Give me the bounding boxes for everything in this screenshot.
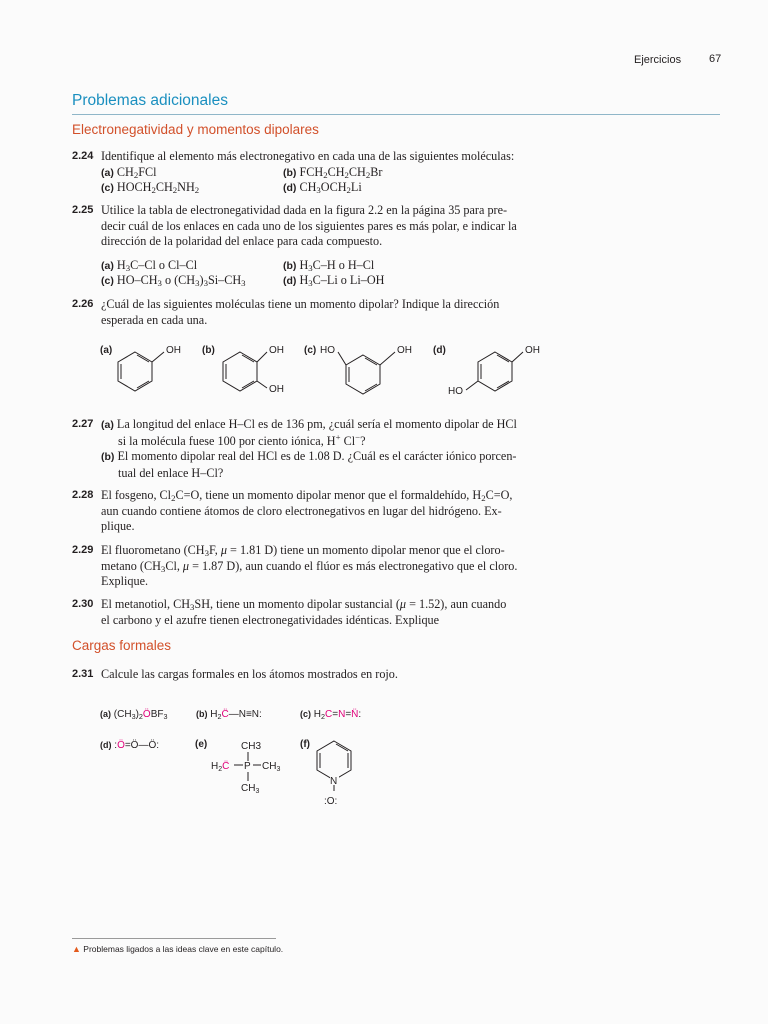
structure-f bbox=[298, 733, 368, 813]
catechol-structure bbox=[223, 352, 267, 391]
page-number: 67 bbox=[709, 53, 722, 65]
option-label-a: (a) bbox=[100, 345, 113, 356]
section-heading-electronegativity: Electronegatividad y momentos dipolares bbox=[72, 122, 319, 137]
oh-label: OH bbox=[269, 345, 284, 356]
problem-part-b: (b) El momento dipolar real del HCl es de 1.08 D. ¿Cuál es el carácter iónico porcen- bbox=[101, 449, 517, 463]
phenol-structure bbox=[118, 352, 164, 391]
problem-text-line: ¿Cuál de las siguientes moléculas tiene un momento dipolar? Indique la dirección bbox=[101, 297, 500, 311]
ho-label: HO bbox=[448, 386, 463, 397]
problem-text-line: Utilice la tabla de electronegatividad dada en la figura 2.2 en la página 35 para pre- bbox=[101, 203, 508, 217]
footnote-divider bbox=[72, 938, 276, 939]
problem-text: Identifique al elemento más electronegativo en cada una de las siguientes moléculas: bbox=[101, 149, 515, 163]
answer-row: (c) $HO-CH_3$ o $(CH_3)_3Si-CH_3$ (d) $H_3C-Li$ o Li–OH bbox=[101, 273, 385, 289]
oh-label: OH bbox=[166, 345, 181, 356]
problem-text-line: esperada en cada una. bbox=[101, 312, 208, 327]
problem-number: 2.26 bbox=[72, 298, 94, 310]
problem-2-29: 2.29 El fluorometano ($CH_3F$, μ = 1.81 D) tiene un momento dipolar menor que el cloro- metano ($CH_3Cl$, μ = 1.87 D), aun cuando el flúor es más electronegativo que el cloro. Explique. bbox=[72, 543, 518, 588]
page-title: Problemas adicionales bbox=[72, 92, 228, 109]
problem-number: 2.25 bbox=[72, 204, 94, 216]
resorcinol-structure bbox=[338, 352, 395, 394]
answer-row: (a) $H_3C-Cl$ o Cl–Cl (b) $H_3C-H$ o H–Cl bbox=[101, 257, 375, 273]
structure-d: (d) :Ö=Ö—Ö: bbox=[100, 740, 160, 751]
svg-text:CH3: $CH_3$ bbox=[262, 761, 281, 773]
option-label-c: (c) bbox=[304, 345, 317, 356]
problem-2-31 bbox=[72, 667, 722, 683]
option-label-b: (b) bbox=[202, 345, 215, 356]
footnote: ▲ Problemas ligados a las ideas clave en este capítulo. bbox=[72, 944, 284, 954]
problem-2-30: 2.30 El metanotiol, $CH_3SH$, tiene un momento dipolar sustancial (μ = 1.52), aun cuando el carbono y el azufre tienen electronegatividades idénticas. Explique bbox=[72, 597, 507, 627]
structure-c: (c) $H_2C=N=N̈$: bbox=[300, 709, 362, 721]
structure-b: (b) $H_2C̈—N\equiv N$: bbox=[196, 709, 262, 721]
problem-2-27: 2.27 (a) La longitud del enlace H–Cl es de 136 pm, ¿cuál sería el momento dipolar de HCl si la molécula fuese 100 por ciento iónica, H+ Cl−? (b) El momento dipolar real del HCl es de 1.08 D. ¿Cuál es el carácter iónico porcen- tual del enlace H–Cl? bbox=[72, 417, 722, 481]
problem-number: 2.29 bbox=[72, 544, 94, 556]
structure-e bbox=[193, 733, 293, 795]
problem-number: 2.30 bbox=[72, 598, 94, 610]
hydroquinone-structure bbox=[466, 352, 523, 391]
problem-2-25 bbox=[72, 203, 722, 289]
answer-row: (a) $CH_2FCl$ (b) $FCH_2CH_2CH_2Br$ bbox=[101, 164, 383, 180]
title-divider bbox=[72, 114, 720, 115]
problem-text-line: dirección de la polaridad del enlace para cada compuesto. bbox=[101, 234, 383, 248]
oh-label: OH bbox=[397, 345, 412, 356]
problem-text: Calcule las cargas formales en los átomos mostrados en rojo. bbox=[101, 667, 398, 681]
svg-text:(f): (f) bbox=[300, 739, 310, 750]
oh-label: OH bbox=[525, 345, 540, 356]
problem-number: 2.27 bbox=[72, 418, 94, 430]
problem-number: 2.31 bbox=[72, 668, 94, 680]
section-heading-formal-charges: Cargas formales bbox=[72, 638, 172, 653]
option-label-d: (d) bbox=[433, 345, 446, 356]
dipole-structures bbox=[90, 338, 560, 400]
svg-text:N: N bbox=[330, 776, 338, 787]
problem-part-a: (a) La longitud del enlace H–Cl es de 136 pm, ¿cuál sería el momento dipolar de HCl bbox=[101, 417, 517, 431]
svg-text:CH3: $CH_3$ bbox=[241, 783, 260, 795]
svg-text:(e): (e) bbox=[195, 739, 208, 750]
problem-text-line: decir cuál de los enlaces en cada uno de los siguientes pares es más polar, e indicar la bbox=[101, 218, 517, 233]
svg-text:CH3: CH3 bbox=[241, 741, 262, 752]
problem-2-26 bbox=[72, 297, 722, 328]
svg-text:P: P bbox=[244, 761, 251, 772]
problem-number: 2.24 bbox=[72, 150, 94, 162]
oh-label: OH bbox=[269, 384, 284, 395]
answer-row: (c) $HOCH_2CH_2NH_2$ (d) $CH_3OCH_2Li$ bbox=[101, 180, 362, 196]
svg-text::O:: :O: bbox=[324, 796, 338, 807]
triangle-icon: ▲ bbox=[72, 944, 81, 954]
ho-label: HO bbox=[320, 345, 335, 356]
svg-text:H2C̈: $H_2C̈$ bbox=[211, 761, 230, 773]
structure-a: (a) $(CH_3)_2ÖBF_3$ bbox=[100, 709, 168, 721]
problem-number: 2.28 bbox=[72, 489, 94, 501]
running-header-section: Ejercicios bbox=[634, 54, 682, 66]
problem-2-24 bbox=[72, 149, 722, 196]
problem-2-28: 2.28 El fosgeno, $Cl_2C=O$, tiene un momento dipolar menor que el formaldehído, $H_2C=O$, aun cuando contiene átomos de cloro electronegativos en lugar del hidrógeno. Ex- plique. bbox=[72, 488, 513, 533]
